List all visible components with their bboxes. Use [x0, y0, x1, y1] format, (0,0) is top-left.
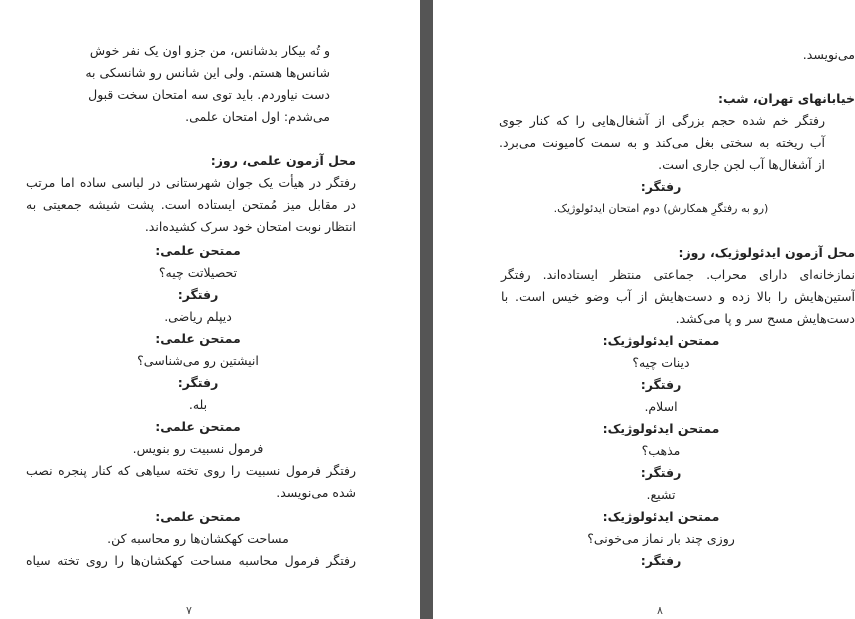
- text-line: و تُه بیکار بدشانس، من جزو اون یک نفر خوش: [89, 43, 330, 58]
- dialogue: تحصیلاتت چیه؟: [158, 265, 238, 280]
- character-name: ممتحن علمی:: [155, 243, 241, 258]
- character-name: رفتگر:: [177, 375, 219, 390]
- character-name: ممتحن ایدئولوژیک:: [602, 421, 720, 436]
- text-line: شده می‌نویسد.: [276, 485, 356, 500]
- character-name: رفتگر:: [640, 465, 682, 480]
- dialogue: تشیع.: [646, 487, 676, 502]
- text-line: نمازخانه‌ای دارای محراب. جماعتی منتظر ایستاده‌اند. رفتگر: [501, 267, 855, 282]
- character-name: ممتحن ایدئولوژیک:: [602, 509, 720, 524]
- text-line: آب ریخته به سختی بغل می‌کند و به سمت کامیونت می‌برد.: [499, 135, 825, 150]
- text-line: رفتگر فرمول محاسبه مساحت کهکشان‌ها را روی تخته سیاه: [26, 553, 356, 568]
- text-line: در مقابل میز مُمتحن ایستاده است. پشت شیشه جمعیتی به: [26, 197, 356, 212]
- dialogue: مساحت کهکشان‌ها رو محاسبه کن.: [107, 531, 289, 546]
- text-line: رفتگر خم شده حجم بزرگی از آشغال‌هایی را که کنار جوی: [499, 113, 825, 128]
- page-divider: [420, 0, 433, 619]
- text-line: می‌نویسد.: [802, 47, 855, 62]
- dialogue: مذهب؟: [641, 443, 681, 458]
- dialogue: فرمول نسبیت رو بنویس.: [132, 441, 264, 456]
- page-number: ۷: [186, 604, 192, 617]
- character-name: رفتگر:: [640, 179, 682, 194]
- character-name: ممتحن علمی:: [155, 509, 241, 524]
- dialogue: بله.: [188, 397, 208, 412]
- dialogue: روزی چند بار نماز می‌خونی؟: [587, 531, 735, 546]
- text-line: دست‌هایش مسح سر و پا می‌کشد.: [675, 311, 855, 326]
- scene-heading: محل آزمون علمی، روز:: [210, 153, 356, 168]
- scene-heading: خیابانهای تهران، شب:: [718, 91, 855, 106]
- text-line: می‌شدم: اول امتحان علمی.: [185, 109, 330, 124]
- character-name: ممتحن ایدئولوژیک:: [602, 333, 720, 348]
- text-line: رفتگر فرمول نسبیت را روی تخته سیاهی که کنار پنجره نصب: [26, 463, 356, 478]
- dialogue: اسلام.: [644, 399, 678, 414]
- character-name: رفتگر:: [640, 377, 682, 392]
- parenthetical: (رو به رفتگرِ همکارش) دوم امتحان ایدئولوژیک.: [553, 202, 769, 215]
- character-name: رفتگر:: [177, 287, 219, 302]
- text-line: شانس‌ها هستم. ولی این شانس رو شانسکی به: [85, 65, 330, 80]
- dialogue: دیپلم ریاضی.: [164, 309, 232, 324]
- character-name: رفتگر:: [640, 553, 682, 568]
- right-page: [433, 0, 855, 619]
- text-line: انتظار نوبت امتحان خود سرک کشیده‌اند.: [144, 219, 356, 234]
- text-line: از آشغال‌ها آب لجن جاری است.: [658, 157, 825, 172]
- dialogue: انیشتین رو می‌شناسی؟: [137, 353, 259, 368]
- dialogue: دینات چیه؟: [632, 355, 690, 370]
- character-name: ممتحن علمی:: [155, 419, 241, 434]
- left-page: [0, 0, 420, 619]
- text-line: دست نیاوردم. باید توی سه امتحان سخت قبول: [88, 87, 330, 102]
- text-line: رفتگر در هیأت یک جوان شهرستانی در لباسی ساده اما مرتب: [26, 175, 356, 190]
- character-name: ممتحن علمی:: [155, 331, 241, 346]
- scene-heading: محل آزمون ایدئولوژیک، روز:: [678, 245, 855, 260]
- text-line: آستین‌هایش را بالا زده و دست‌هایش از آب وضو خیس است. با: [501, 289, 855, 304]
- page-number: ۸: [657, 604, 663, 617]
